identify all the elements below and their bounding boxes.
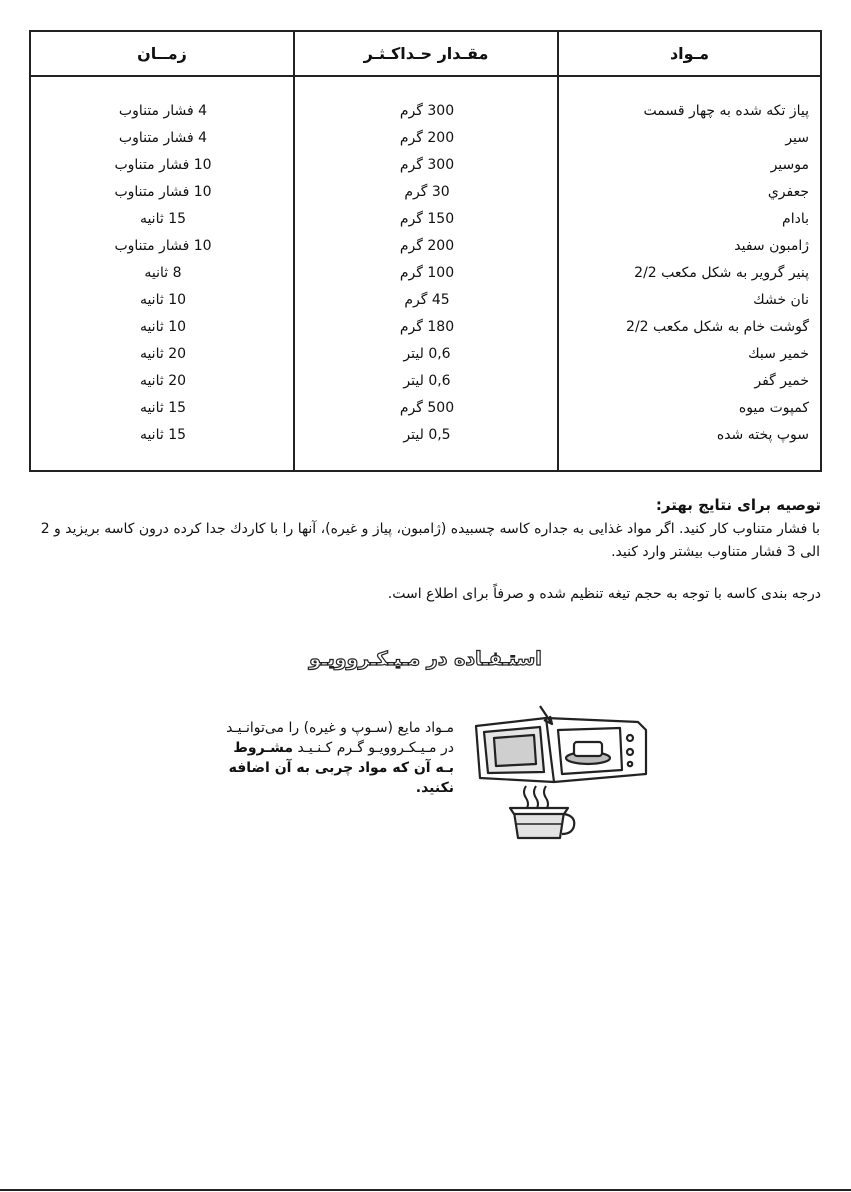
quantity-cell: 300 گرم (399, 157, 455, 173)
material-cell: ژامبون سفيد (734, 238, 809, 254)
material-cell: سوپ پخته شده (716, 427, 809, 443)
microwave-title: استـفـاده در مـيـكـروويـو (309, 648, 542, 670)
quantity-cell: 0,6 ليتر (403, 373, 451, 389)
material-cell: پياز تكه شده به چهار قسمت (643, 103, 809, 119)
time-cell: 20 ثانيه (139, 346, 187, 362)
material-cell: پنير گروير به شكل مكعب 2/2 (634, 265, 809, 281)
time-cell: 10 ثانيه (139, 319, 187, 335)
material-cell: خمير گفر (754, 373, 809, 389)
microwave-text-bold: مشـروط بـه آن كه مواد چربى به آن اضافه نكنيد. (228, 740, 454, 796)
quantity-cell: 150 گرم (399, 211, 455, 227)
material-cell: بادام (782, 211, 809, 227)
time-cell: 15 ثانيه (139, 400, 187, 416)
time-cell: 8 ثانيه (144, 265, 182, 281)
quantity-cell: 45 گرم (404, 292, 450, 308)
microwave-icon (476, 706, 646, 782)
time-column (31, 98, 295, 449)
quantity-cell: 200 گرم (399, 238, 455, 254)
jug-icon (510, 808, 574, 838)
material-cell: گوشت خام به شكل مكعب 2/2 (626, 319, 809, 335)
time-cell: 15 ثانيه (139, 427, 187, 443)
quantity-cell: 0,6 ليتر (403, 346, 451, 362)
header-material: مـواد (669, 44, 710, 63)
material-column (559, 98, 809, 449)
page-bottom-rule (0, 1189, 851, 1191)
time-cell: 10 ثانيه (139, 292, 187, 308)
steam-icon (524, 786, 548, 810)
quantity-cell: 0,5 ليتر (403, 427, 451, 443)
microwave-text (210, 718, 454, 798)
quantity-cell: 300 گرم (399, 103, 455, 119)
quantity-cell: 30 گرم (404, 184, 450, 200)
quantity-column (295, 98, 559, 449)
material-cell: كمپوت ميوه (738, 400, 809, 416)
material-cell: خمير سبك (748, 346, 809, 362)
tips-body: با فشار متناوب كار كنيد. اگر مواد غذايى به جداره كاسه چسبيده (ژامبون، پياز و غيره)، آنها را با كاردك جدا كرده درون كاسه بريزيد و 2 الى 3 فشار متناوب بيشتر وارد كنيد. (40, 521, 820, 560)
header-quantity: مقـدار حـداكـثـر (363, 44, 489, 63)
time-cell: 10 فشار متناوب (114, 184, 212, 200)
header-time: زمــان (137, 44, 187, 63)
microwave-text-plain: مـواد مايع (سـوپ و غيره) را مى‌توانـيـد در مـيـكـروويـو گـرم كـنـيـد (226, 720, 454, 756)
ingredients-table (29, 30, 822, 472)
time-cell: 4 فشار متناوب (118, 130, 208, 146)
time-cell: 15 ثانيه (139, 211, 187, 227)
time-cell: 4 فشار متناوب (118, 103, 208, 119)
time-cell: 20 ثانيه (139, 373, 187, 389)
material-cell: جعفري (767, 184, 809, 200)
header-divider (31, 75, 820, 77)
material-cell: موسير (770, 157, 809, 173)
quantity-cell: 180 گرم (399, 319, 455, 335)
quantity-cell: 200 گرم (399, 130, 455, 146)
material-cell: نان خشك (753, 292, 809, 308)
material-cell: سير (785, 130, 809, 146)
time-cell: 10 فشار متناوب (114, 238, 212, 254)
quantity-cell: 100 گرم (399, 265, 455, 281)
graduation-note: درجه بندى كاسه با توجه به حجم تيغه تنظيم شده و صرفاً براى اطلاع است. (387, 586, 821, 602)
tips-title: توصيه براى نتايج بهتر: (655, 496, 821, 514)
time-cell: 10 فشار متناوب (114, 157, 212, 173)
microwave-jug-illustration (470, 700, 650, 840)
quantity-cell: 500 گرم (399, 400, 455, 416)
